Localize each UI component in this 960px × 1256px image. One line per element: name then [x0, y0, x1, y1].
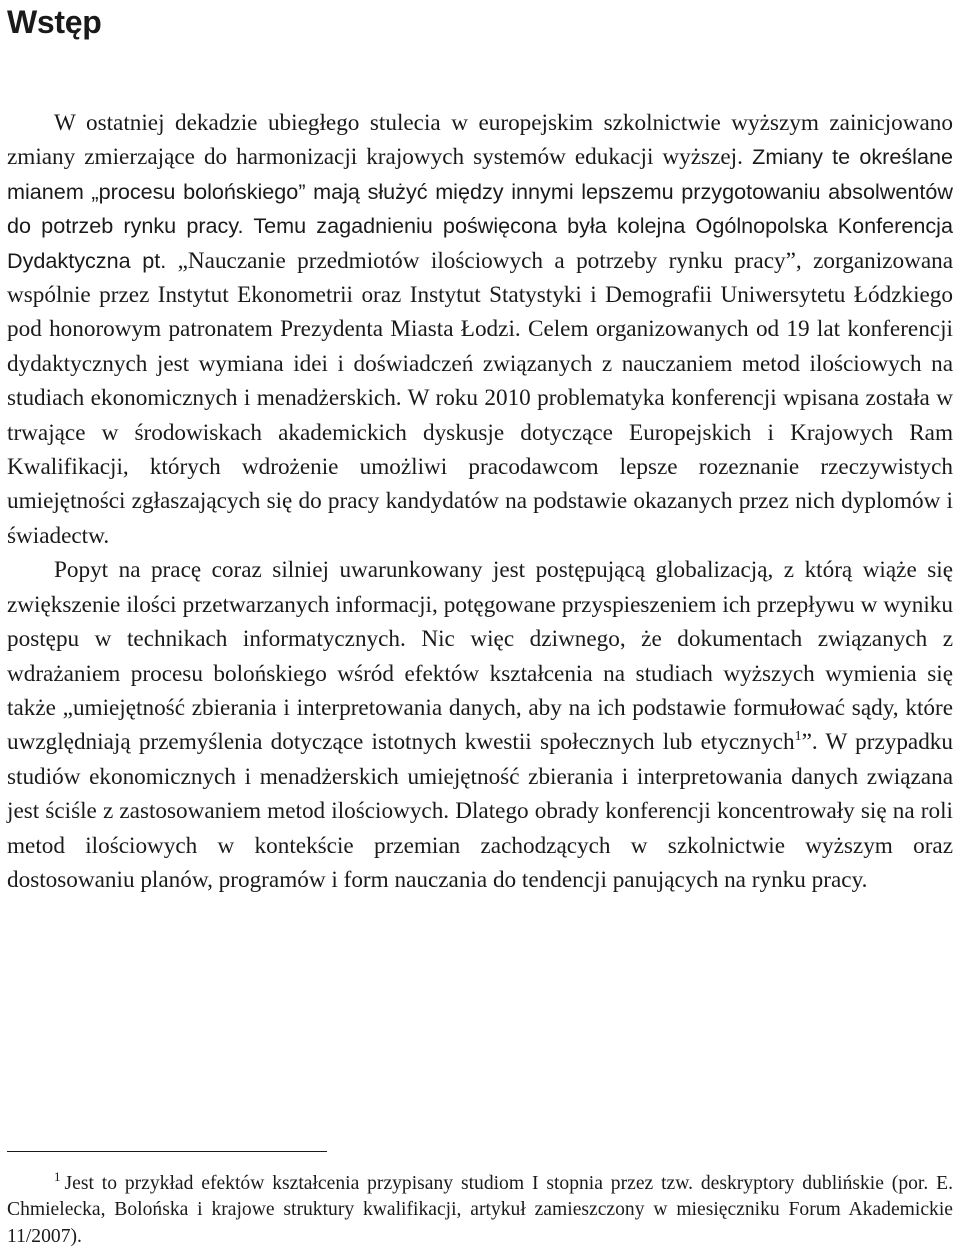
paragraph-intro-part3: „Nauczanie przedmiotów ilościowych a potrzeby rynku pracy”, zorganizowana wspólnie przez Instytut Ekonometrii oraz Instytut Statystyki i Demografii Uniwersytetu Łódzkiego pod honorowym patronatem Prezydenta Miasta Łodzi. Celem organizowanych od 19 lat konferencji dydaktycznych jest wymiana idei i doświadczeń związanych z nauczaniem metod ilościowych na studiach ekonomicznych i menadżerskich. W roku 2010 problematyka konferencji wpisana została w trwające w środowiskach akademickich dyskusje dotyczące Europejskich i Krajowych Ram Kwalifikacji, których wdrożenie umożliwi pracodawcom lepsze rozeznanie rzeczywistych umiejętności zgłaszających się do pracy kandydatów na podstawie okazanych przez nich dyplomów i świadectw.: [7, 247, 953, 549]
footnote-marker: 1: [54, 1169, 61, 1184]
paragraph-intro: [7, 106, 953, 553]
paragraph-intro-part2: Zmiany te określane mianem „procesu bolońskiego” mają służyć między innymi lepszemu przygotowaniu absolwentów do potrzeb rynku pracy. Temu zagadnieniu poświęcona była kolejna Ogólnopolska Konferencja Dydaktyczna pt.: [7, 144, 953, 273]
footnote-divider: [7, 1151, 327, 1152]
footnote-text: Jest to przykład efektów kształcenia przypisany studiom I stopnia przez tzw. deskryptory dublińskie (por. E. Chmielecka, Bolońska i krajowe struktury kwalifikacji, artykuł zamieszczony w miesięczniku Forum Akademickie 11/2007).: [7, 1173, 953, 1247]
paragraph-labor-market-text: Popyt na pracę coraz silniej uwarunkowany jest postępującą globalizacją, z którą wiąże się zwiększenie ilości przetwarzanych informacji, potęgowane przyspieszeniem ich przepływu w wyniku postępu w technikach informatycznych. Nic więc dziwnego, że dokumentach związanych z wdrażaniem procesu bolońskiego wśród efektów kształcenia na studiach wyższych wymienia się także „umiejętność zbierania i interpretowania danych, aby na ich podstawie formułować sądy, które uwzględniają przemyślenia dotyczące istotnych kwestii społecznych lub etycznych: [7, 557, 953, 756]
paragraph-labor-market: [7, 553, 953, 897]
paragraph-intro-part1: W ostatniej dekadzie ubiegłego stulecia w europejskim szkolnictwie wyższym zainicjowano zmiany zmierzające do harmonizacji krajowych systemów edukacji wyższej.: [7, 110, 953, 171]
paragraph-labor-market-continued: ”. W przypadku studiów ekonomicznych i menadżerskich umiejętność zbierania i interpretowania danych związana jest ściśle z zastosowaniem metod ilościowych. Dlatego obrady konferencji koncentrowały się na roli metod ilościowych w kontekście przemian zachodzących w szkolnictwie wyższym oraz dostosowaniu planów, programów i form nauczania do tendencji panujących na rynku pracy.: [7, 729, 953, 893]
page-title: Wstęp: [7, 4, 102, 40]
footnotes: [7, 1171, 953, 1250]
document-page: [7, 0, 953, 1247]
main-text: [7, 106, 953, 897]
footnote-1: [7, 1171, 953, 1250]
footnote-reference[interactable]: 1: [794, 729, 802, 745]
